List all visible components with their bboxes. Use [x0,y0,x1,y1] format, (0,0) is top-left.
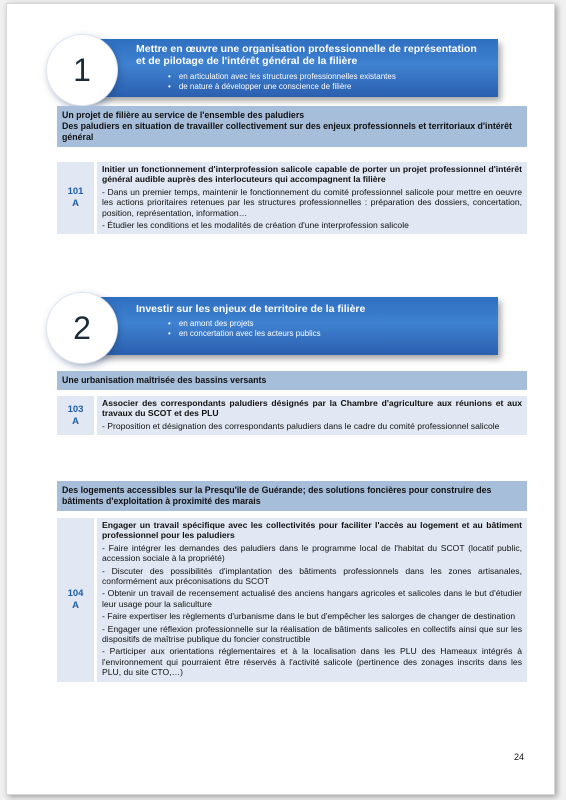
action-item: - Participer aux orientations réglementaires et à la localisation dans les PLU des Hameaux intégrés à l'environnement qui pourraient être réservés à l'activité salicole (pertinence des zonages inscrits dans les PLU, du site CTO,…) [102,646,522,678]
section-header-text: Une urbanisation maîtrisée des bassins versants [62,375,267,385]
axis-number: 1 [47,35,117,105]
action-row [57,396,527,435]
axis-title: Mettre en œuvre une organisation professionnelle de représentation et de pilotage de l'intérêt général de la filière [136,43,477,67]
section-header [57,371,527,390]
axis-bullets [178,319,321,338]
action-title: Associer des correspondants paludiers désignés par la Chambre d'agriculture aux réunions et aux travaux du SCOT et des PLU [102,398,522,419]
action-title: Engager un travail spécifique avec les collectivités pour faciliter l'accès au logement et au bâtiment professionnel pour les paludiers [102,520,522,541]
section-header [57,481,527,511]
action-description [97,518,527,682]
axis-bullet: • en concertation avec les acteurs publics [182,329,321,339]
action-code: 101 A [57,162,94,234]
axis-bullet: • en amont des projets [182,319,321,329]
section-header-text: Des logements accessibles sur la Presqu'île de Guérande; des solutions foncières pour construire des bâtiments d'exploitation à proximité des marais [62,485,492,506]
section-header [57,106,527,147]
document-page [6,3,555,795]
action-item: - Étudier les conditions et les modalités de création d'une interprofession salicole [102,220,409,231]
action-item: - Faire expertiser les règlements d'urbanisme dans le but d'empêcher les salorges de changer de destination [102,611,516,622]
action-description [97,162,527,234]
action-item: - Faire intégrer les demandes des paludiers dans le programme local de l'habitat du SCOT (locatif public, accession sociale à la propriété) [102,542,522,564]
action-item: - Obtenir un travail de recensement actualisé des anciens hangars agricoles et salicoles dans le but d'étudier leur usage pour la saliculture [102,588,522,609]
action-item: - Discuter des possibilités d'implantation des bâtiments professionnels dans les zones artisanales, conformément aux préconisations du SCOT [102,565,522,587]
axis-banner [82,39,498,97]
axis-banner [82,297,498,355]
page-number: 24 [513,752,524,762]
axis-bullets [178,72,396,91]
action-code: 104 A [57,518,94,682]
action-title: Initier un fonctionnement d'interprofession salicole capable de porter un projet professionnel d'intérêt général audible auprès des interlocuteurs qui accompagnent la filière [102,164,522,185]
action-item: - Engager une réflexion professionnelle sur la réalisation de bâtiments salicoles en collectifs ainsi que sur les dispositifs de maîtrise publique du foncier constructible [102,623,522,645]
axis-number: 2 [47,293,117,363]
axis-bullet: • en articulation avec les structures professionnelles existantes [182,72,396,82]
action-item: - Proposition et désignation des correspondants paludiers dans le cadre du comité professionnel salicole [102,420,500,431]
action-row [57,518,527,682]
axis-title: Investir sur les enjeux de territoire de la filière [136,303,366,315]
axis-bullet: • de nature à développer une conscience de filière [182,82,396,92]
action-item: - Dans un premier temps, maintenir le fonctionnement du comité professionnel salicole pour mettre en oeuvre les actions prioritaires retenues par les structures professionnelles : préparation des dossiers, concertation, position, représentation, information… [102,186,522,218]
action-description [97,396,527,435]
section-header-text: Un projet de filière au service de l'ensemble des paludiers Des paludiers en situation de travailler collectivement sur des enjeux professionnels et territoriaux d'intérêt général [62,110,512,142]
action-row [57,162,527,234]
action-code: 103 A [57,396,94,435]
